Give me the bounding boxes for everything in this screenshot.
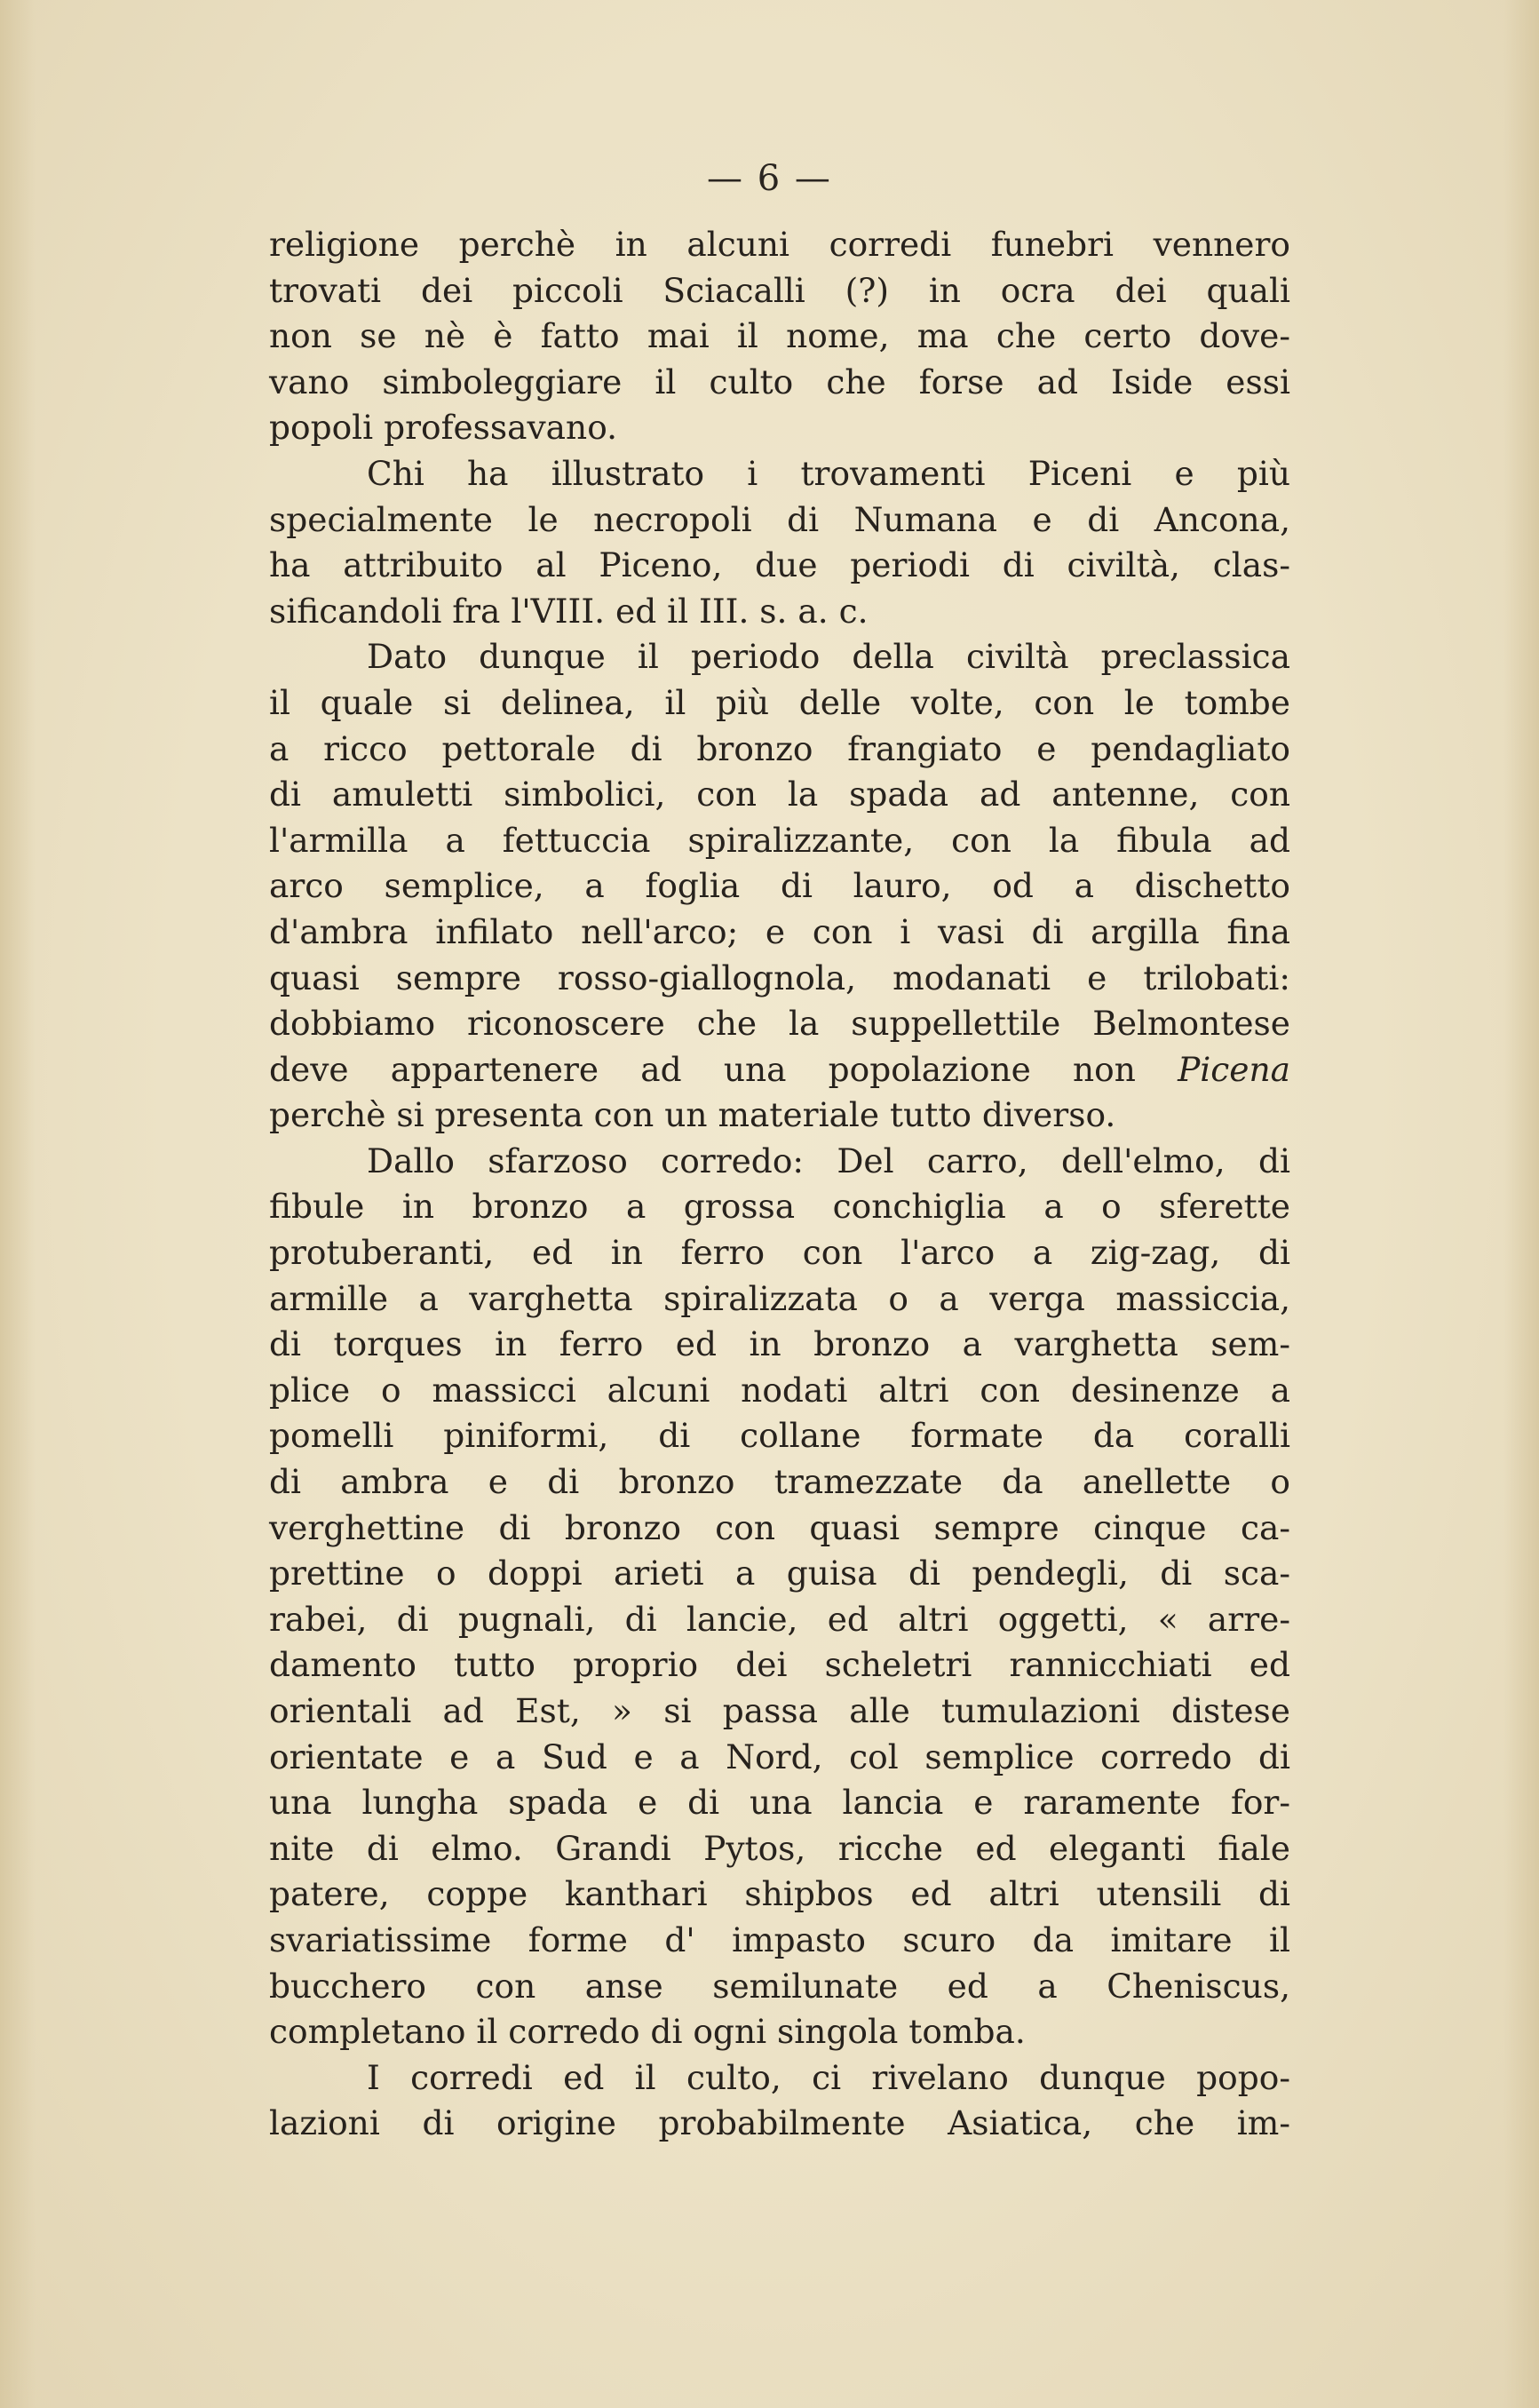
text-line: l'armilla a fettuccia spiralizzante, con la fibula ad [269, 820, 1290, 860]
page-number: — 6 — [707, 158, 832, 199]
text-line: fibule in bronzo a grossa conchiglia a o sferette [269, 1187, 1290, 1227]
italic-word: Picena [1178, 1049, 1290, 1089]
text-line: trovati dei piccoli Sciacalli (?) in ocra dei quali [269, 270, 1290, 310]
text-line: patere, coppe kanthari shipbos ed altri utensili di [269, 1874, 1290, 1914]
text-line: specialmente le necropoli di Numana e di Ancona, [269, 499, 1290, 539]
text-line: rabei, di pugnali, di lancie, ed altri oggetti, « arre- [269, 1599, 1290, 1639]
text-line: a ricco pettorale di bronzo frangiato e pendagliato [269, 728, 1290, 768]
text-line: Chi ha illustrato i trovamenti Piceni e più [367, 453, 1290, 493]
text-line: armille a varghetta spiralizzata o a verga massiccia, [269, 1278, 1290, 1318]
text-line: sificandoli fra l'VIII. ed il III. s. a. c. [269, 591, 869, 631]
text-line: religione perchè in alcuni corredi funebri vennero [269, 225, 1290, 264]
text-line: d'ambra infilato nell'arco; e con i vasi di argilla fina [269, 911, 1290, 951]
text-line: svariatissime forme d' impasto scuro da imitare il [269, 1919, 1290, 1959]
text-line: vano simboleggiare il culto che forse ad Iside essi [269, 362, 1290, 401]
text-line: quasi sempre rosso-giallognola, modanati e trilobati: [269, 958, 1290, 997]
text-line: prettine o doppi arieti a guisa di pendegli, di sca- [269, 1554, 1290, 1593]
text-line: perchè si presenta con un materiale tutto diverso. [269, 1095, 1116, 1135]
text-line: lazioni di origine probabilmente Asiatica, che im- [269, 2103, 1290, 2143]
text-line: il quale si delinea, il più delle volte, con le tombe [269, 682, 1290, 722]
text-line: pomelli piniformi, di collane formate da coralli [269, 1416, 1290, 1456]
text-line: verghettine di bronzo con quasi sempre cinque ca- [269, 1507, 1290, 1547]
text-line: non se nè è fatto mai il nome, ma che certo dove- [269, 316, 1290, 356]
text-line: Dato dunque il periodo della civiltà preclassica [367, 637, 1290, 677]
text-line: di torques in ferro ed in bronzo a varghetta sem- [269, 1324, 1290, 1364]
page-edge-shadow-right [1503, 0, 1539, 2408]
text-line: deve appartenere ad una popolazione non Picena [269, 1049, 1290, 1089]
text-line: plice o massicci alcuni nodati altri con desinenze a [269, 1370, 1290, 1410]
text-line: completano il corredo di ogni singola tomba. [269, 2012, 1026, 2052]
text-line: Dallo sfarzoso corredo: Del carro, dell'elmo, di [367, 1140, 1290, 1180]
text-line: arco semplice, a foglia di lauro, od a dischetto [269, 866, 1290, 906]
text-line: nite di elmo. Grandi Pytos, ricche ed eleganti fiale [269, 1828, 1290, 1868]
text-line: protuberanti, ed in ferro con l'arco a zig-zag, di [269, 1233, 1290, 1273]
page-edge-shadow-left [0, 0, 36, 2408]
text-line: orientate e a Sud e a Nord, col semplice corredo di [269, 1736, 1290, 1776]
text-line: di amuletti simbolici, con la spada ad antenne, con [269, 775, 1290, 815]
text-line: bucchero con anse semilunate ed a Cheniscus, [269, 1966, 1290, 2006]
text-line: dobbiamo riconoscere che la suppellettile Belmontese [269, 1004, 1290, 1044]
text-line: una lungha spada e di una lancia e raramente for- [269, 1783, 1290, 1823]
text-line: popoli professavano. [269, 408, 618, 448]
text-line: orientali ad Est, » si passa alle tumulazioni distese [269, 1691, 1290, 1730]
text-line: I corredi ed il culto, ci rivelano dunque popo- [367, 2057, 1290, 2097]
text-line: ha attribuito al Piceno, due periodi di civiltà, clas- [269, 545, 1290, 585]
body-text [269, 222, 1290, 2147]
text-line: di ambra e di bronzo tramezzate da anellette o [269, 1462, 1290, 1502]
text-line: damento tutto proprio dei scheletri rannicchiati ed [269, 1645, 1290, 1685]
